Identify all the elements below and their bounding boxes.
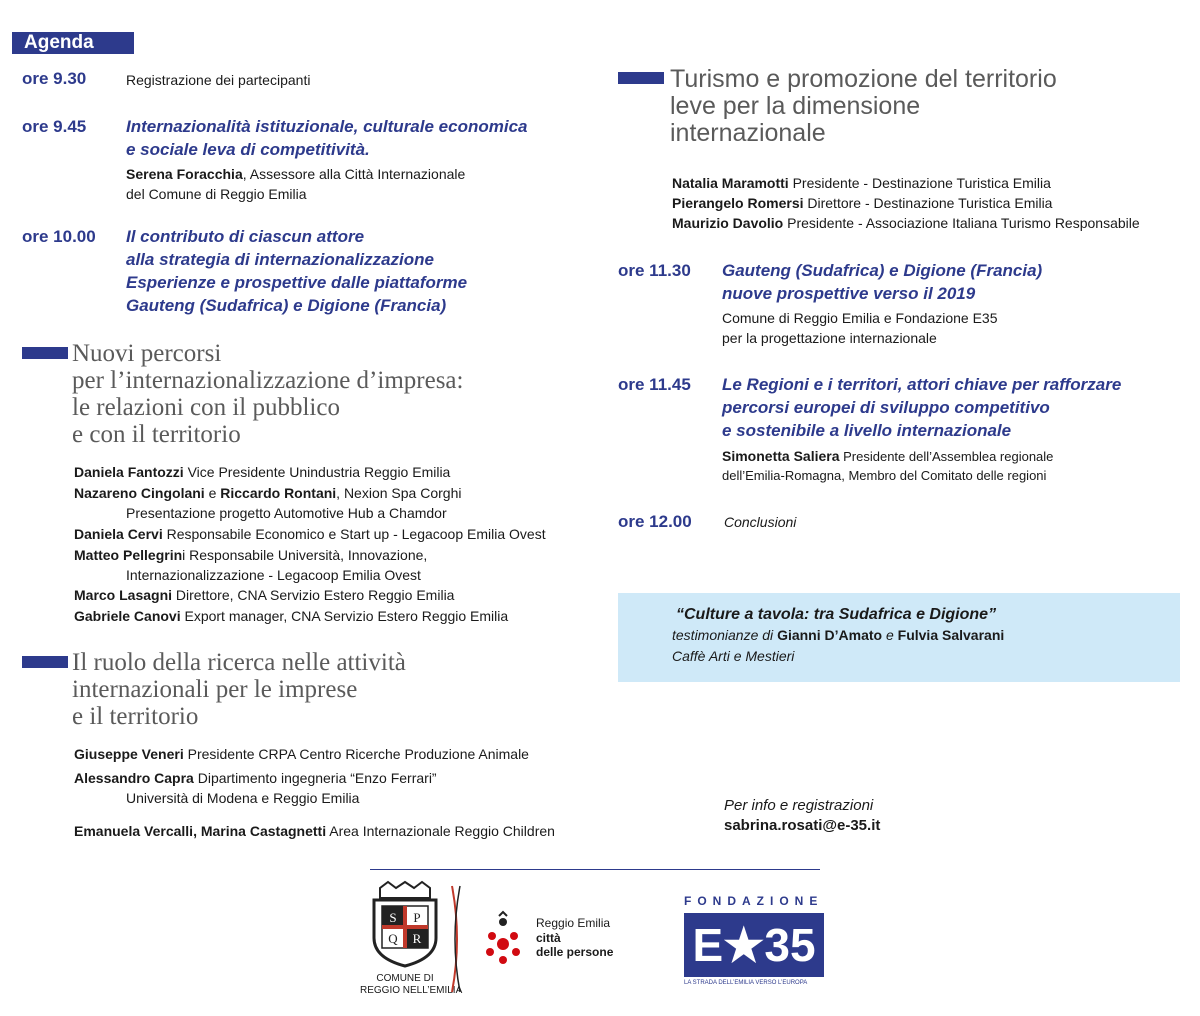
speaker-role: Direttore, CNA Servizio Estero Reggio Emilia bbox=[172, 587, 455, 603]
item-1130-title-2: nuove prospettive verso il 2019 bbox=[722, 284, 976, 303]
right-section-title-2: leve per la dimensione bbox=[670, 92, 921, 120]
speaker-row bbox=[672, 213, 1140, 233]
time-945: ore 9.45 bbox=[22, 117, 87, 136]
event-box-line bbox=[672, 627, 1004, 643]
section2-title-3: e il territorio bbox=[72, 703, 199, 730]
speaker-role: Responsabile Economico e Start up - Legacoop Emilia Ovest bbox=[162, 526, 546, 542]
speaker-row bbox=[74, 585, 454, 605]
speaker-name: Marco Lasagni bbox=[74, 587, 173, 603]
speaker-row bbox=[74, 821, 555, 841]
citta-line-1: Reggio Emilia bbox=[536, 916, 611, 930]
speaker-role: i Responsabile Università, Innovazione, bbox=[182, 547, 428, 563]
item-1000-title-2: alla strategia di internazionalizzazione bbox=[126, 250, 434, 269]
section2-title-1: Il ruolo della ricerca nelle attività bbox=[72, 649, 406, 676]
speaker-row bbox=[672, 173, 1051, 193]
speaker-name: Gabriele Canovi bbox=[74, 608, 181, 624]
speaker-name: Nazareno Cingolani bbox=[74, 485, 205, 501]
speaker-row bbox=[672, 193, 1052, 213]
speaker-row bbox=[74, 462, 450, 482]
speaker-role: Direttore - Destinazione Turistica Emilia bbox=[803, 195, 1053, 211]
section1-title-4: e con il territorio bbox=[72, 421, 241, 448]
speaker-role-line: Presentazione progetto Automotive Hub a Chamdor bbox=[126, 505, 447, 521]
speaker-name: Giuseppe Veneri bbox=[74, 746, 184, 762]
spqr-s: S bbox=[389, 910, 397, 925]
speaker-role-line: Università di Modena e Reggio Emilia bbox=[126, 790, 360, 806]
e35-logo: E★35 bbox=[684, 913, 824, 977]
info-label: Per info e registrazioni bbox=[724, 797, 874, 814]
speaker-role: Presidente CRPA Centro Ricerche Produzione Animale bbox=[183, 746, 529, 762]
spqr-r: R bbox=[412, 931, 422, 946]
logo-separator-icon bbox=[446, 884, 476, 994]
citta-logo bbox=[478, 910, 628, 980]
speaker-name: Natalia Maramotti bbox=[672, 175, 789, 191]
item-1130-note-1: Comune di Reggio Emilia e Fondazione E35 bbox=[722, 310, 998, 326]
item-1130-note-2: per la progettazione internazionale bbox=[722, 330, 937, 346]
speaker-row bbox=[74, 744, 529, 764]
speaker-name: Maurizio Davolio bbox=[672, 215, 784, 231]
fondazione-label: FONDAZIONE bbox=[684, 894, 824, 908]
item-1145-title-1: Le Regioni e i territori, attori chiave per rafforzare bbox=[722, 375, 1122, 394]
comune-logo bbox=[360, 880, 463, 998]
item-1000-title-4: Gauteng (Sudafrica) e Digione (Francia) bbox=[126, 296, 447, 315]
time-930: ore 9.30 bbox=[22, 69, 87, 88]
e35-tagline: LA STRADA DELL’EMILIA VERSO L’EUROPA bbox=[684, 980, 808, 986]
speaker-name: Serena Foracchia bbox=[126, 166, 243, 182]
item-945-speaker-role2: del Comune di Reggio Emilia bbox=[126, 186, 307, 202]
citta-line-3: delle persone bbox=[536, 945, 614, 959]
speaker-name: Matteo Pellegrin bbox=[74, 547, 183, 563]
event-box-title: “Culture a tavola: tra Sudafrica e Digione” bbox=[676, 606, 997, 623]
time-1145: ore 11.45 bbox=[618, 375, 691, 394]
event-box-place: Caffè Arti e Mestieri bbox=[672, 648, 795, 664]
event-box bbox=[618, 593, 1180, 682]
speaker-row bbox=[74, 768, 437, 788]
speaker-role: , Nexion Spa Corghi bbox=[336, 485, 462, 501]
right-section-bar bbox=[618, 72, 664, 84]
speaker-role: Presidente dell’Assemblea regionale bbox=[839, 449, 1054, 464]
comune-name-2: REGGIO NELL’EMILIA bbox=[360, 985, 463, 996]
speaker-row bbox=[74, 524, 546, 544]
event-box-pre: testimonianze di bbox=[672, 627, 778, 643]
time-1130: ore 11.30 bbox=[618, 261, 691, 280]
section2-title-2: internazionali per le imprese bbox=[72, 676, 358, 703]
time-1200: ore 12.00 bbox=[618, 512, 692, 531]
item-930-text: Registrazione dei partecipanti bbox=[126, 72, 311, 88]
right-section-title-1: Turismo e promozione del territorio bbox=[670, 65, 1057, 93]
item-1130-title-1: Gauteng (Sudafrica) e Digione (Francia) bbox=[722, 261, 1043, 280]
item-1145-speaker bbox=[722, 446, 1053, 467]
speaker-role: Presidente - Destinazione Turistica Emilia bbox=[788, 175, 1051, 191]
speaker-role: Vice Presidente Unindustria Reggio Emilia bbox=[183, 464, 451, 480]
speaker-conj: e bbox=[204, 485, 221, 501]
speaker-role-line: Internazionalizzazione - Legacoop Emilia Ovest bbox=[126, 567, 421, 583]
speaker-role: Area Internazionale Reggio Children bbox=[326, 823, 555, 839]
item-945-speaker bbox=[126, 164, 465, 184]
speaker-name: Riccardo Rontani bbox=[220, 485, 337, 501]
footer-rule bbox=[370, 869, 820, 870]
item-1145-title-3: e sostenibile a livello internazionale bbox=[722, 421, 1012, 440]
speaker-role: Presidente - Associazione Italiana Turismo Responsabile bbox=[783, 215, 1140, 231]
section2-bar bbox=[22, 656, 68, 668]
coat-of-arms-icon bbox=[360, 880, 450, 968]
info-email[interactable]: sabrina.rosati@e-35.it bbox=[724, 817, 881, 834]
item-945-title-2: e sociale leva di competitività. bbox=[126, 140, 370, 159]
section1-title-2: per l’internazionalizzazione d’impresa: bbox=[72, 367, 464, 394]
speaker-name: Alessandro Capra bbox=[74, 770, 194, 786]
item-1000-title-1: Il contributo di ciascun attore bbox=[126, 227, 365, 246]
right-section-title-3: internazionale bbox=[670, 119, 826, 147]
speaker-row bbox=[74, 545, 427, 565]
speaker-row bbox=[74, 483, 461, 503]
time-1000: ore 10.00 bbox=[22, 227, 96, 246]
agenda-label: Agenda bbox=[12, 32, 134, 54]
speaker-row bbox=[74, 606, 508, 626]
item-1145-title-2: percorsi europei di sviluppo competitivo bbox=[722, 398, 1050, 417]
spqr-q: Q bbox=[388, 931, 398, 946]
speaker-name: Emanuela Vercalli, Marina Castagnetti bbox=[74, 823, 327, 839]
comune-name-1: COMUNE DI bbox=[376, 973, 434, 984]
speaker-role: Dipartimento ingegneria “Enzo Ferrari” bbox=[193, 770, 437, 786]
item-1145-speaker-role2: dell’Emilia-Romagna, Membro del Comitato delle regioni bbox=[722, 468, 1047, 483]
speaker-name: Simonetta Saliera bbox=[722, 448, 840, 464]
speaker-role: , Assessore alla Città Internazionale bbox=[242, 166, 466, 182]
section1-title-1: Nuovi percorsi bbox=[72, 340, 222, 367]
event-box-name1: Gianni D’Amato bbox=[777, 627, 883, 643]
speaker-role: Export manager, CNA Servizio Estero Reggio Emilia bbox=[180, 608, 509, 624]
people-circle-icon bbox=[478, 910, 528, 970]
event-box-mid: e bbox=[882, 627, 898, 643]
item-1000-title-3: Esperienze e prospettive dalle piattaforme bbox=[126, 273, 468, 292]
item-945-title-1: Internazionalità istituzionale, culturale economica bbox=[126, 117, 528, 136]
speaker-name: Daniela Fantozzi bbox=[74, 464, 184, 480]
section1-title-3: le relazioni con il pubblico bbox=[72, 394, 340, 421]
section1-bar bbox=[22, 347, 68, 359]
spqr-p: P bbox=[413, 910, 421, 925]
speaker-name: Daniela Cervi bbox=[74, 526, 163, 542]
item-1200-text: Conclusioni bbox=[724, 514, 797, 530]
citta-line-2: città bbox=[536, 931, 561, 945]
speaker-name: Pierangelo Romersi bbox=[672, 195, 804, 211]
event-box-name2: Fulvia Salvarani bbox=[897, 627, 1005, 643]
